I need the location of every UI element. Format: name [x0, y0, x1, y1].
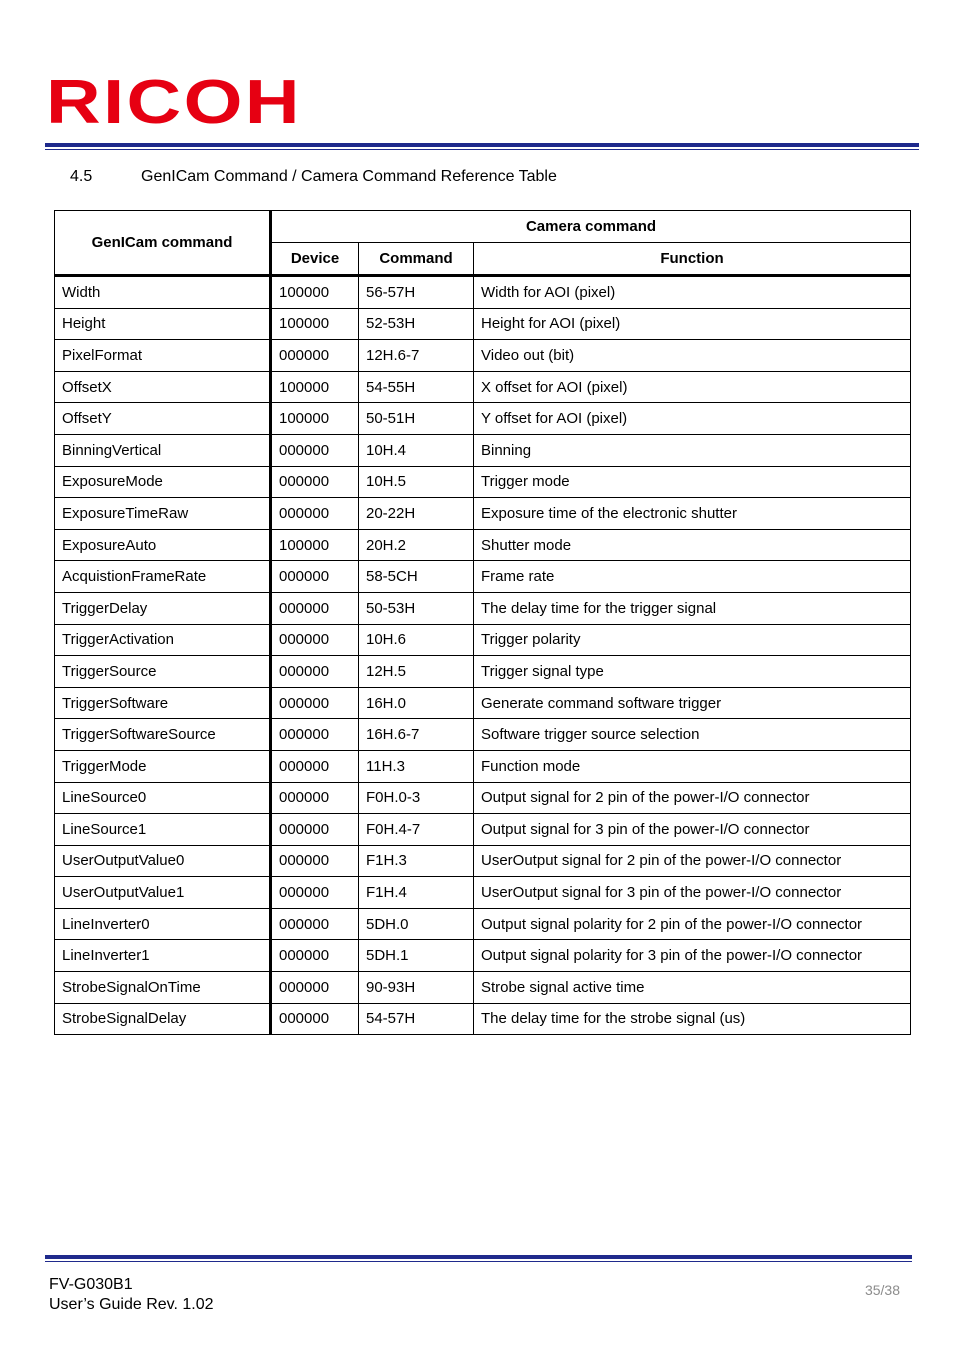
cell-device: 000000 — [271, 340, 359, 372]
cell-genicam-command: TriggerSource — [55, 656, 271, 688]
cell-function: X offset for AOI (pixel) — [474, 371, 911, 403]
cell-function: Strobe signal active time — [474, 972, 911, 1004]
header-function: Function — [474, 243, 911, 276]
cell-function: Shutter mode — [474, 529, 911, 561]
table-body — [55, 276, 911, 1035]
cell-function: Y offset for AOI (pixel) — [474, 403, 911, 435]
cell-command: 10H.4 — [359, 434, 474, 466]
cell-function: Generate command software trigger — [474, 687, 911, 719]
cell-command: 90-93H — [359, 972, 474, 1004]
cell-genicam-command: StrobeSignalOnTime — [55, 972, 271, 1004]
cell-genicam-command: LineSource1 — [55, 814, 271, 846]
cell-device: 100000 — [271, 308, 359, 340]
table-row — [55, 719, 911, 751]
cell-function: Output signal for 3 pin of the power-I/O connector — [474, 814, 911, 846]
table-row — [55, 466, 911, 498]
cell-function: Output signal for 2 pin of the power-I/O connector — [474, 782, 911, 814]
cell-genicam-command: ExposureAuto — [55, 529, 271, 561]
table-row — [55, 814, 911, 846]
cell-device: 000000 — [271, 782, 359, 814]
cell-genicam-command: LineSource0 — [55, 782, 271, 814]
cell-device: 100000 — [271, 371, 359, 403]
cell-genicam-command: TriggerMode — [55, 750, 271, 782]
cell-device: 100000 — [271, 276, 359, 309]
cell-device: 000000 — [271, 908, 359, 940]
cell-device: 000000 — [271, 466, 359, 498]
cell-device: 000000 — [271, 814, 359, 846]
cell-command: 10H.5 — [359, 466, 474, 498]
cell-function: Software trigger source selection — [474, 719, 911, 751]
footer-guide-revision: User’s Guide Rev. 1.02 — [49, 1296, 214, 1313]
cell-device: 000000 — [271, 434, 359, 466]
cell-genicam-command: BinningVertical — [55, 434, 271, 466]
cell-function: Video out (bit) — [474, 340, 911, 372]
cell-command: F1H.3 — [359, 845, 474, 877]
cell-function: Binning — [474, 434, 911, 466]
cell-command: 50-53H — [359, 592, 474, 624]
cell-device: 000000 — [271, 750, 359, 782]
cell-device: 000000 — [271, 845, 359, 877]
cell-genicam-command: OffsetY — [55, 403, 271, 435]
cell-command: 5DH.1 — [359, 940, 474, 972]
cell-device: 000000 — [271, 592, 359, 624]
cell-function: Trigger polarity — [474, 624, 911, 656]
table-row — [55, 308, 911, 340]
table-row — [55, 940, 911, 972]
cell-function: Width for AOI (pixel) — [474, 276, 911, 309]
cell-command: 20-22H — [359, 498, 474, 530]
table-row — [55, 592, 911, 624]
footer-doc-info — [49, 1275, 214, 1315]
cell-genicam-command: ExposureMode — [55, 466, 271, 498]
cell-device: 000000 — [271, 561, 359, 593]
cell-genicam-command: TriggerActivation — [55, 624, 271, 656]
cell-function: Exposure time of the electronic shutter — [474, 498, 911, 530]
cell-command: 52-53H — [359, 308, 474, 340]
cell-genicam-command: AcquistionFrameRate — [55, 561, 271, 593]
table-row — [55, 687, 911, 719]
cell-command: 16H.6-7 — [359, 719, 474, 751]
table-row — [55, 529, 911, 561]
cell-genicam-command: ExposureTimeRaw — [55, 498, 271, 530]
cell-command: F0H.0-3 — [359, 782, 474, 814]
cell-genicam-command: LineInverter0 — [55, 908, 271, 940]
header-camera-command: Camera command — [271, 211, 911, 243]
cell-command: 54-55H — [359, 371, 474, 403]
cell-device: 000000 — [271, 687, 359, 719]
cell-command: 56-57H — [359, 276, 474, 309]
cell-genicam-command: UserOutputValue0 — [55, 845, 271, 877]
cell-command: 50-51H — [359, 403, 474, 435]
cell-command: F0H.4-7 — [359, 814, 474, 846]
cell-genicam-command: PixelFormat — [55, 340, 271, 372]
cell-genicam-command: UserOutputValue1 — [55, 877, 271, 909]
table-row — [55, 750, 911, 782]
cell-function: The delay time for the strobe signal (us) — [474, 1003, 911, 1035]
cell-device: 000000 — [271, 972, 359, 1004]
header-device: Device — [271, 243, 359, 276]
cell-device: 000000 — [271, 940, 359, 972]
cell-device: 000000 — [271, 719, 359, 751]
header-rule — [45, 143, 919, 150]
cell-device: 100000 — [271, 529, 359, 561]
header-command: Command — [359, 243, 474, 276]
cell-genicam-command: LineInverter1 — [55, 940, 271, 972]
footer-model: FV-G030B1 — [49, 1276, 133, 1293]
cell-command: 5DH.0 — [359, 908, 474, 940]
section-title: GenICam Command / Camera Command Reference Table — [141, 168, 557, 185]
table-row — [55, 403, 911, 435]
table-row — [55, 434, 911, 466]
cell-function: Trigger signal type — [474, 656, 911, 688]
table-row — [55, 845, 911, 877]
cell-function: Trigger mode — [474, 466, 911, 498]
table-row — [55, 340, 911, 372]
cell-function: Height for AOI (pixel) — [474, 308, 911, 340]
footer-rule — [45, 1255, 912, 1262]
table-row — [55, 276, 911, 309]
cell-function: The delay time for the trigger signal — [474, 592, 911, 624]
table-row — [55, 782, 911, 814]
cell-command: 54-57H — [359, 1003, 474, 1035]
table-row — [55, 498, 911, 530]
ricoh-logo: RICOH — [46, 68, 302, 137]
command-reference-table — [54, 210, 911, 1035]
cell-device: 000000 — [271, 498, 359, 530]
cell-device: 000000 — [271, 624, 359, 656]
cell-command: 11H.3 — [359, 750, 474, 782]
cell-command: 58-5CH — [359, 561, 474, 593]
table-row — [55, 877, 911, 909]
section-number: 4.5 — [70, 168, 93, 185]
cell-device: 100000 — [271, 403, 359, 435]
cell-genicam-command: StrobeSignalDelay — [55, 1003, 271, 1035]
cell-command: 10H.6 — [359, 624, 474, 656]
table-row — [55, 972, 911, 1004]
cell-device: 000000 — [271, 877, 359, 909]
table-row — [55, 561, 911, 593]
cell-command: 16H.0 — [359, 687, 474, 719]
cell-genicam-command: TriggerSoftwareSource — [55, 719, 271, 751]
cell-genicam-command: Height — [55, 308, 271, 340]
cell-genicam-command: Width — [55, 276, 271, 309]
cell-device: 000000 — [271, 1003, 359, 1035]
cell-command: 12H.6-7 — [359, 340, 474, 372]
table-row — [55, 624, 911, 656]
cell-function: Function mode — [474, 750, 911, 782]
table-row — [55, 908, 911, 940]
cell-command: 12H.5 — [359, 656, 474, 688]
header-genicam-command: GenICam command — [55, 211, 271, 276]
cell-command: F1H.4 — [359, 877, 474, 909]
cell-function: UserOutput signal for 2 pin of the power-I/O connector — [474, 845, 911, 877]
page-number: 35/38 — [864, 1282, 900, 1298]
section-heading — [70, 168, 557, 186]
cell-genicam-command: TriggerDelay — [55, 592, 271, 624]
cell-command: 20H.2 — [359, 529, 474, 561]
cell-device: 000000 — [271, 656, 359, 688]
cell-genicam-command: OffsetX — [55, 371, 271, 403]
table-row — [55, 371, 911, 403]
cell-function: UserOutput signal for 3 pin of the power-I/O connector — [474, 877, 911, 909]
cell-function: Output signal polarity for 2 pin of the power-I/O connector — [474, 908, 911, 940]
cell-function: Frame rate — [474, 561, 911, 593]
table-row — [55, 1003, 911, 1035]
cell-genicam-command: TriggerSoftware — [55, 687, 271, 719]
cell-function: Output signal polarity for 3 pin of the power-I/O connector — [474, 940, 911, 972]
table-row — [55, 656, 911, 688]
